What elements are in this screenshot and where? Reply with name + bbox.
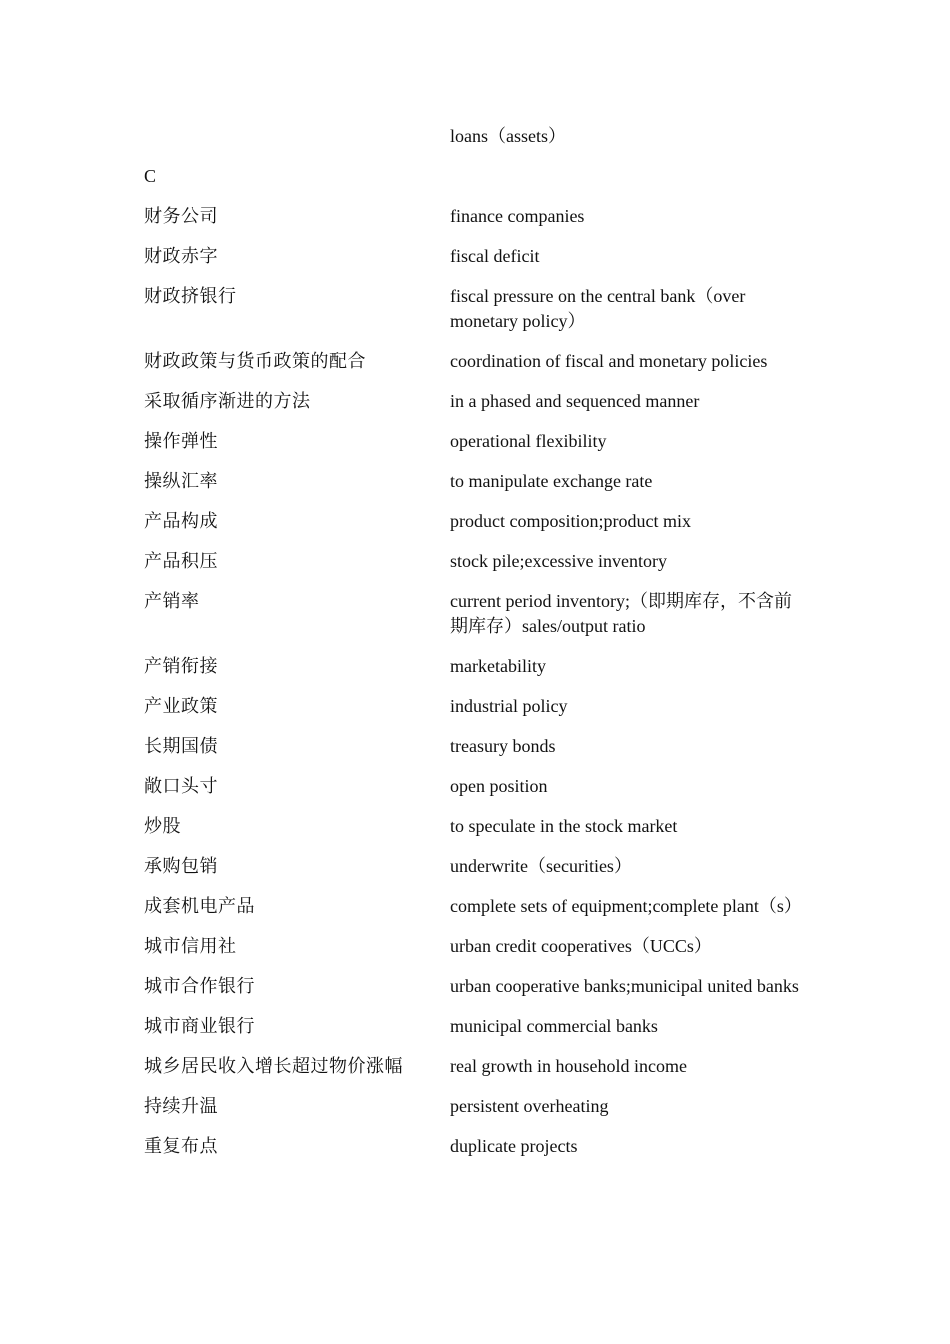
term-chinese: 操纵汇率	[144, 471, 218, 492]
glossary-row	[144, 734, 804, 759]
term-chinese: 炒股	[144, 816, 181, 837]
glossary-row	[144, 854, 804, 879]
glossary-row	[144, 589, 804, 639]
term-english: real growth in household income	[450, 1056, 687, 1076]
term-english: marketability	[450, 656, 546, 676]
term-chinese: 产品构成	[144, 511, 218, 532]
term-english: stock pile;excessive inventory	[450, 551, 667, 571]
glossary-row	[144, 774, 804, 799]
term-chinese: 财政政策与货币政策的配合	[144, 351, 366, 372]
term-english: in a phased and sequenced manner	[450, 391, 700, 411]
term-chinese: 产销衔接	[144, 656, 218, 677]
term-english: to manipulate exchange rate	[450, 471, 653, 491]
term-chinese: 城市信用社	[144, 936, 237, 957]
term-english: fiscal pressure on the central bank（over monetary policy）	[450, 286, 746, 331]
glossary-row	[144, 469, 804, 494]
term-english: persistent overheating	[450, 1096, 609, 1116]
glossary-row	[144, 654, 804, 679]
term-chinese: 重复布点	[144, 1136, 218, 1157]
term-english: fiscal deficit	[450, 246, 540, 266]
glossary-table	[144, 124, 804, 1174]
term-chinese: 财政挤银行	[144, 286, 237, 307]
glossary-row	[144, 1134, 804, 1159]
term-english: loans（assets）	[450, 126, 566, 146]
glossary-row	[144, 814, 804, 839]
term-english: industrial policy	[450, 696, 568, 716]
glossary-row-continuation	[144, 124, 804, 149]
term-english: underwrite（securities）	[450, 856, 632, 876]
term-chinese: 城乡居民收入增长超过物价涨幅	[144, 1056, 403, 1077]
term-english: urban cooperative banks;municipal united banks	[450, 976, 799, 996]
term-chinese: 持续升温	[144, 1096, 218, 1117]
section-letter: C	[144, 166, 157, 186]
term-chinese: 财务公司	[144, 206, 218, 227]
glossary-row	[144, 244, 804, 269]
term-chinese: 产销率	[144, 591, 200, 612]
term-english: municipal commercial banks	[450, 1016, 658, 1036]
term-english: finance companies	[450, 206, 585, 226]
term-chinese: 长期国债	[144, 736, 218, 757]
glossary-row	[144, 389, 804, 414]
term-english: current period inventory;（即期库存，不含前期库存）sales/output ratio	[450, 591, 792, 636]
glossary-row	[144, 429, 804, 454]
term-chinese: 采取循序渐进的方法	[144, 391, 311, 412]
glossary-row	[144, 509, 804, 534]
term-chinese: 产品积压	[144, 551, 218, 572]
term-chinese: 城市商业银行	[144, 1016, 255, 1037]
glossary-row	[144, 549, 804, 574]
glossary-row	[144, 974, 804, 999]
term-chinese: 产业政策	[144, 696, 218, 717]
term-chinese: 城市合作银行	[144, 976, 255, 997]
term-english: duplicate projects	[450, 1136, 578, 1156]
glossary-row	[144, 204, 804, 229]
term-chinese: 承购包销	[144, 856, 218, 877]
term-english: urban credit cooperatives（UCCs）	[450, 936, 712, 956]
term-chinese: 财政赤字	[144, 246, 218, 267]
glossary-row	[144, 1094, 804, 1119]
term-english: product composition;product mix	[450, 511, 691, 531]
term-english: coordination of fiscal and monetary policies	[450, 351, 768, 371]
term-english: open position	[450, 776, 548, 796]
glossary-row	[144, 284, 804, 334]
term-english: treasury bonds	[450, 736, 556, 756]
term-chinese: 成套机电产品	[144, 896, 255, 917]
term-chinese: 操作弹性	[144, 431, 218, 452]
term-chinese: 敞口头寸	[144, 776, 218, 797]
glossary-row	[144, 894, 804, 919]
term-english: operational flexibility	[450, 431, 607, 451]
glossary-row	[144, 1014, 804, 1039]
glossary-row	[144, 694, 804, 719]
term-english: complete sets of equipment;complete plant（s）	[450, 896, 802, 916]
glossary-entries	[144, 204, 804, 1159]
term-english: to speculate in the stock market	[450, 816, 678, 836]
glossary-row	[144, 1054, 804, 1079]
glossary-row	[144, 934, 804, 959]
glossary-row	[144, 349, 804, 374]
